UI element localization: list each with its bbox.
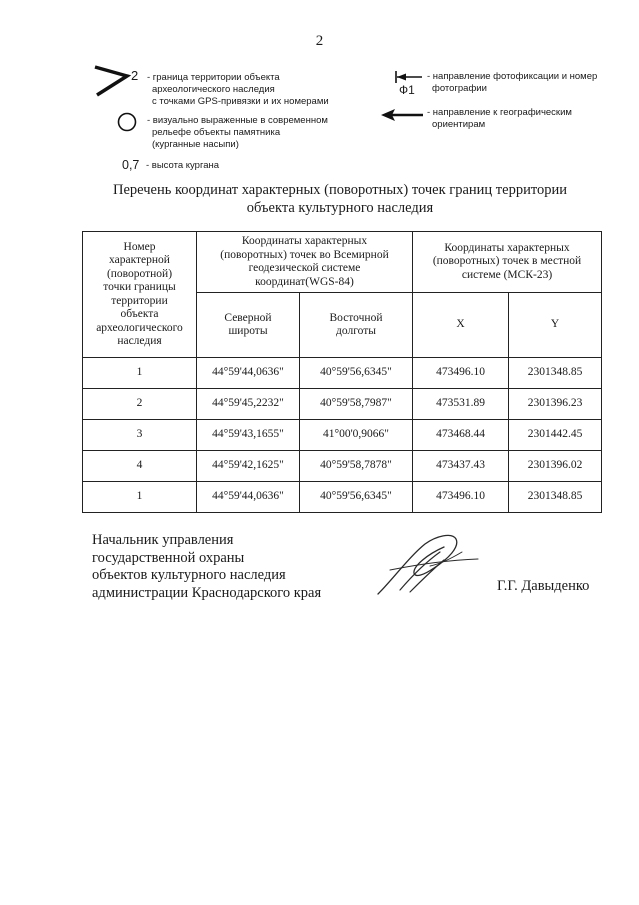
cell-x: 473496.10 bbox=[413, 482, 509, 513]
handwritten-signature bbox=[370, 530, 485, 600]
cell-point-number: 1 bbox=[83, 482, 197, 513]
cell-latitude: 44°59'45,2232" bbox=[197, 389, 300, 420]
boundary-number: 2 bbox=[131, 68, 139, 83]
header-y: Y bbox=[509, 293, 602, 358]
cell-latitude: 44°59'43,1655" bbox=[197, 420, 300, 451]
mound-text-2: рельефе объекты памятника bbox=[152, 127, 281, 138]
height-text: - высота кургана bbox=[146, 160, 220, 171]
cell-longitude: 40°59'56,6345" bbox=[300, 482, 413, 513]
signer-line-4: администрации Краснодарского края bbox=[92, 584, 322, 601]
table-row bbox=[83, 389, 602, 420]
header-wgs84: Координаты характерных (поворотных) точек во Всемирной геодезической системе координат(WGS-84) bbox=[197, 232, 413, 293]
boundary-line-icon bbox=[93, 64, 133, 98]
boundary-text-1: - граница территории объекта bbox=[147, 72, 280, 83]
cell-y: 2301348.85 bbox=[509, 482, 602, 513]
cell-longitude: 40°59'58,7987" bbox=[300, 389, 413, 420]
cell-longitude: 41°00'0,9066" bbox=[300, 420, 413, 451]
list-title-line-1: Перечень координат характерных (поворотных) точек границ территории bbox=[112, 182, 568, 198]
signer-position bbox=[92, 532, 321, 602]
cell-point-number: 1 bbox=[83, 358, 197, 389]
header-point-number: Номер характерной (поворотной) точки границы территории объекта археологического наследия bbox=[83, 232, 197, 358]
cell-longitude: 40°59'58,7878" bbox=[300, 451, 413, 482]
table-header-row-1 bbox=[83, 232, 602, 293]
cell-longitude: 40°59'56,6345" bbox=[300, 358, 413, 389]
cell-point-number: 3 bbox=[83, 420, 197, 451]
table-row bbox=[83, 451, 602, 482]
list-title bbox=[95, 181, 585, 217]
mound-text-3: (курганные насыпи) bbox=[152, 139, 239, 150]
page-number: 2 bbox=[315, 33, 324, 49]
cell-x: 473531.89 bbox=[413, 389, 509, 420]
cell-latitude: 44°59'44,0636" bbox=[197, 358, 300, 389]
photo-arrow-icon bbox=[394, 70, 424, 84]
cell-y: 2301396.02 bbox=[509, 451, 602, 482]
height-value: 0,7 bbox=[122, 158, 140, 172]
geo-text-1: - направление к географическим bbox=[427, 107, 572, 118]
cell-y: 2301442.45 bbox=[509, 420, 602, 451]
cell-y: 2301396.23 bbox=[509, 389, 602, 420]
geo-arrow-icon bbox=[380, 108, 424, 122]
cell-x: 473496.10 bbox=[413, 358, 509, 389]
header-x: X bbox=[413, 293, 509, 358]
signer-line-1: Начальник управления bbox=[92, 532, 234, 548]
signer-line-3: объектов культурного наследия bbox=[92, 567, 286, 583]
cell-latitude: 44°59'42,1625" bbox=[197, 451, 300, 482]
mound-circle-icon bbox=[116, 111, 138, 133]
photo-label: Ф1 bbox=[399, 83, 415, 97]
header-north-latitude: Северной широты bbox=[197, 293, 300, 358]
cell-y: 2301348.85 bbox=[509, 358, 602, 389]
boundary-text-2: археологического наследия bbox=[152, 84, 275, 95]
table-row bbox=[83, 420, 602, 451]
geo-text-2: ориентирам bbox=[432, 119, 486, 130]
cell-latitude: 44°59'44,0636" bbox=[197, 482, 300, 513]
signer-name: Г.Г. Давыденко bbox=[497, 578, 590, 594]
coordinates-table bbox=[82, 231, 602, 513]
cell-x: 473437.43 bbox=[413, 451, 509, 482]
boundary-text-3: с точками GPS-привязки и их номерами bbox=[152, 96, 329, 107]
cell-point-number: 4 bbox=[83, 451, 197, 482]
signer-line-2: государственной охраны bbox=[92, 549, 245, 566]
header-east-longitude: Восточной долготы bbox=[300, 293, 413, 358]
list-title-line-2: объекта культурного наследия bbox=[246, 200, 434, 216]
header-msk23: Координаты характерных (поворотных) точек в местной системе (МСК-23) bbox=[413, 232, 602, 293]
table-row bbox=[83, 482, 602, 513]
table-row bbox=[83, 358, 602, 389]
cell-x: 473468.44 bbox=[413, 420, 509, 451]
photo-text-2: фотографии bbox=[432, 83, 487, 94]
cell-point-number: 2 bbox=[83, 389, 197, 420]
mound-text-1: - визуально выраженные в современном bbox=[147, 115, 328, 126]
photo-text-1: - направление фотофиксации и номер bbox=[427, 71, 598, 82]
